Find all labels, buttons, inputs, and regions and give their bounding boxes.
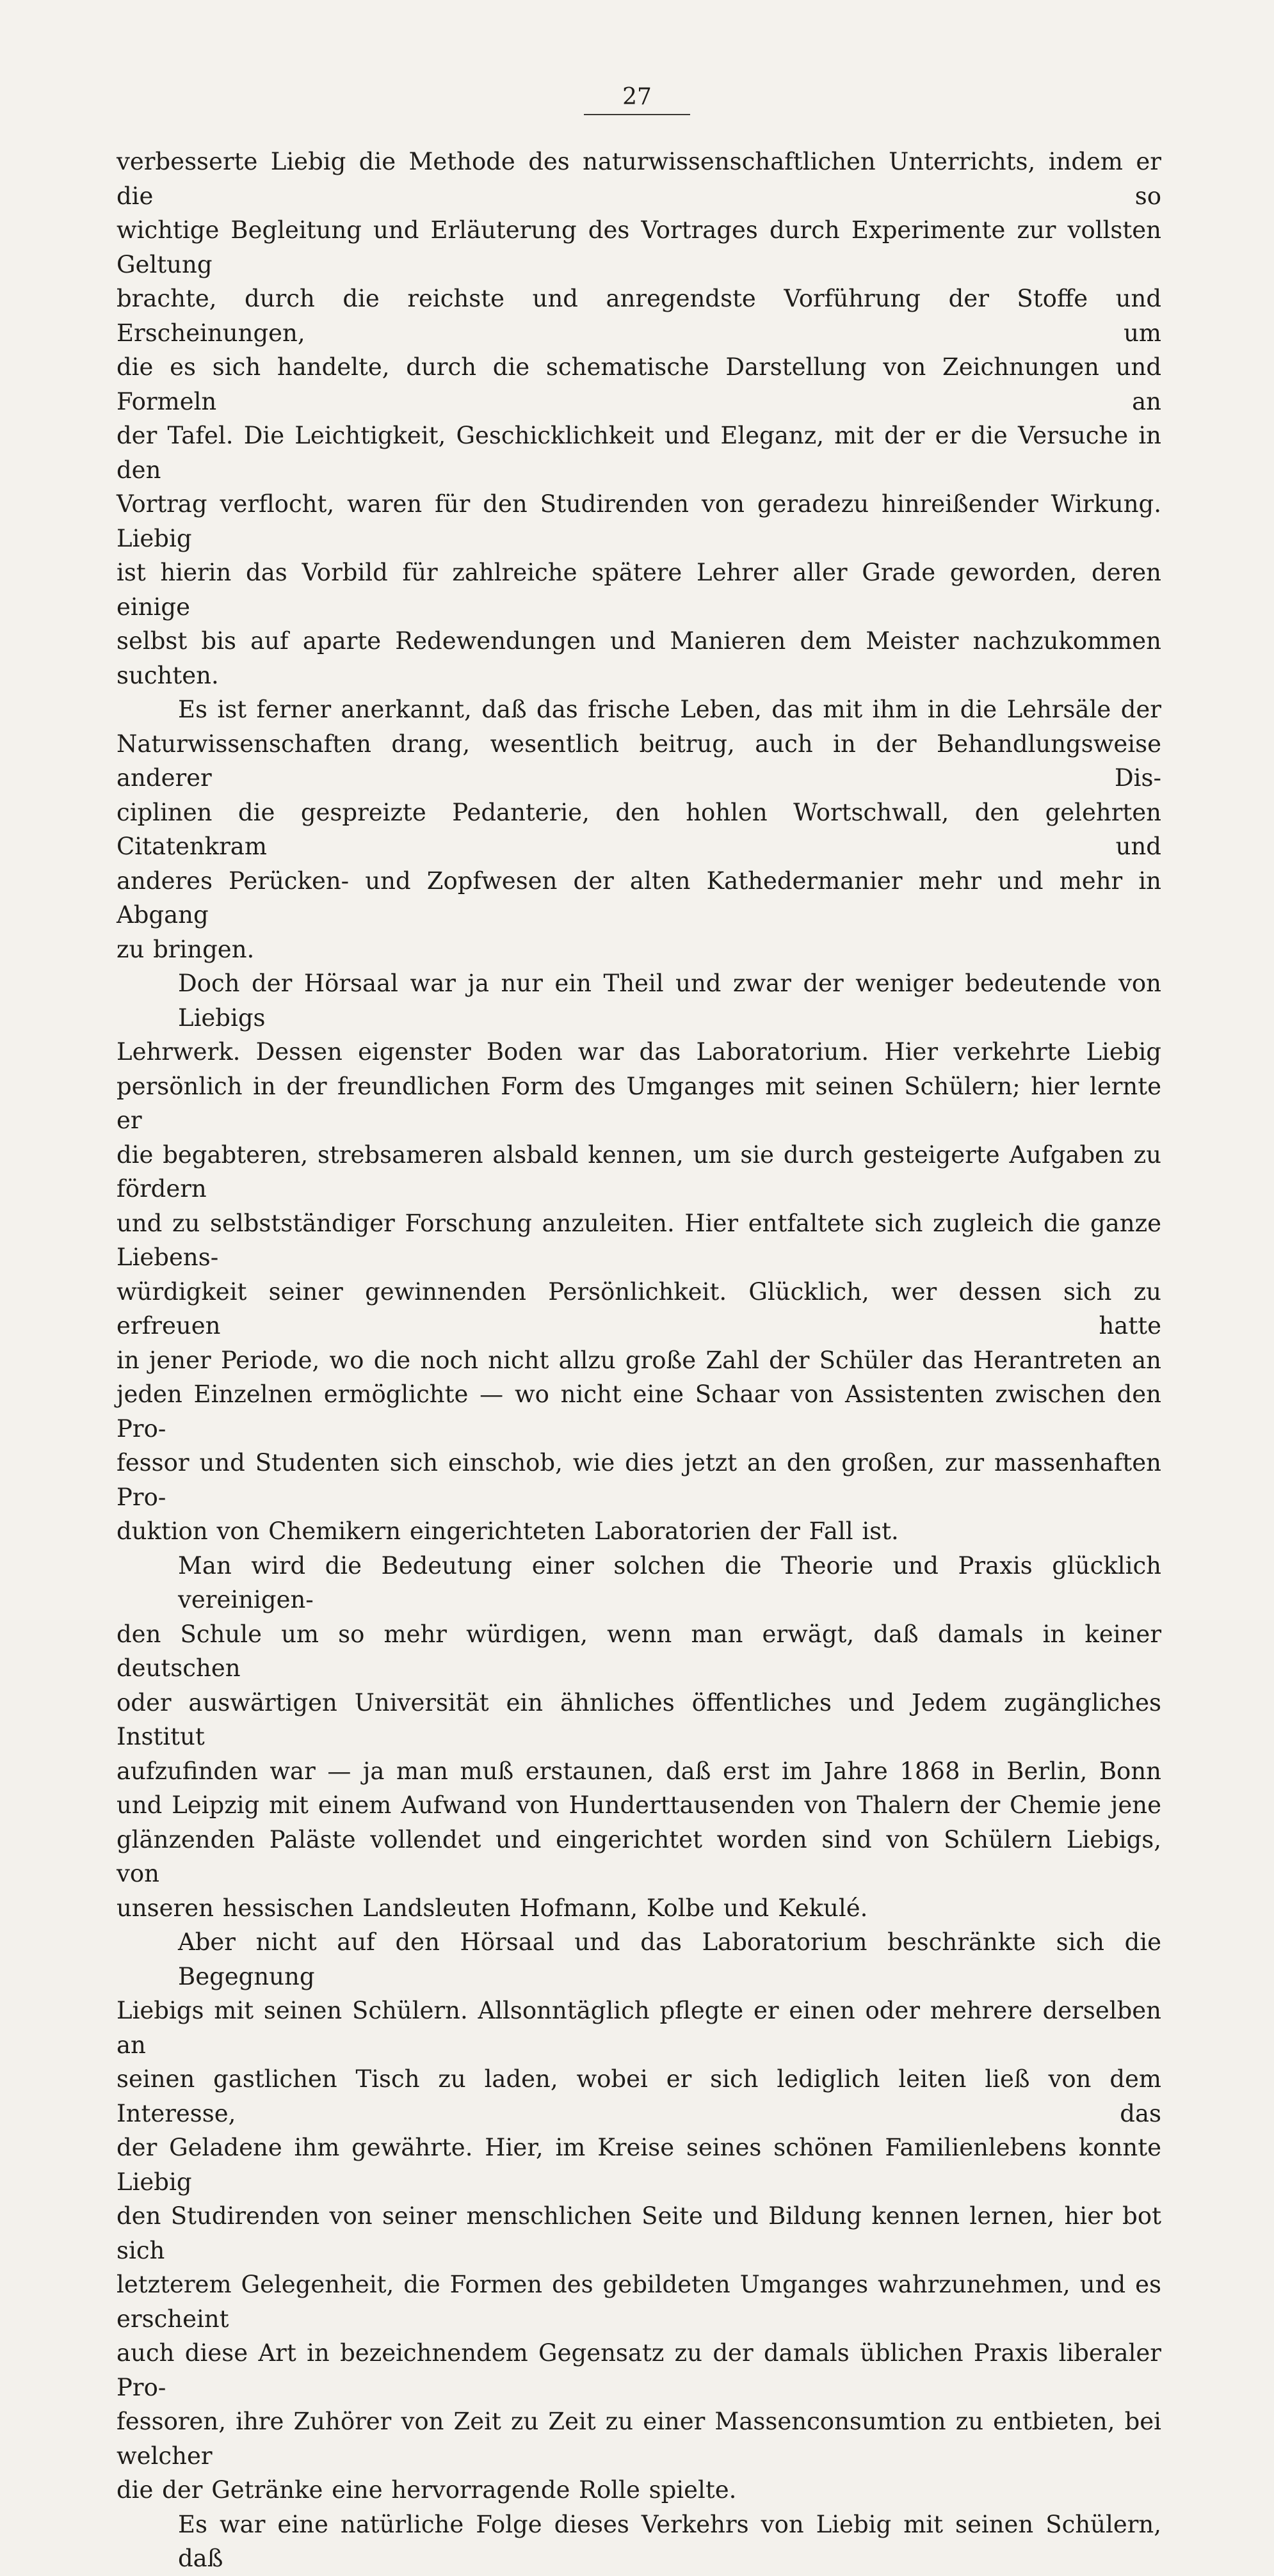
text-line: Es war eine natürliche Folge dieses Verkehrs von Liebig mit seinen Schülern, daß	[178, 2510, 1161, 2572]
text-line: Lehrwerk. Dessen eigenster Boden war das Laboratorium. Hier verkehrte Liebig	[117, 1038, 1161, 1066]
text-line: Vortrag verflocht, waren für den Studirenden von geradezu hinreißender Wirkung. Liebig	[117, 490, 1161, 552]
text-line: zu bringen.	[117, 935, 255, 963]
text-line: und Leipzig mit einem Aufwand von Hunderttausenden von Thalern der Chemie jene	[117, 1791, 1161, 1819]
text-line: unseren hessischen Landsleuten Hofmann, Kolbe und Kekulé.	[117, 1894, 868, 1922]
text-line: würdigkeit seiner gewinnenden Persönlichkeit. Glücklich, wer dessen sich zu erfreuen hatte	[117, 1277, 1161, 1340]
text-line: aufzufinden war — ja man muß erstaunen, daß erst im Jahre 1868 in Berlin, Bonn	[117, 1757, 1161, 1785]
page-header	[0, 84, 1274, 115]
text-line: den Schule um so mehr würdigen, wenn man erwägt, daß damals in keiner deutschen	[117, 1620, 1161, 1682]
text-line: selbst bis auf aparte Redewendungen und Manieren dem Meister nachzukommen suchten.	[117, 627, 1161, 689]
text-line: in jener Periode, wo die noch nicht allzu große Zahl der Schüler das Herantreten an	[117, 1346, 1161, 1374]
text-line: den Studirenden von seiner menschlichen Seite und Bildung kennen lernen, hier bot sich	[117, 2202, 1161, 2264]
text-line: auch diese Art in bezeichnendem Gegensatz zu der damals üblichen Praxis liberaler Pro-	[117, 2339, 1161, 2401]
text-line: Doch der Hörsaal war ja nur ein Theil und zwar der weniger bedeutende von Liebigs	[178, 970, 1161, 1032]
text-line: ciplinen die gespreizte Pedanterie, den hohlen Wortschwall, den gelehrten Citatenkram und	[117, 798, 1161, 860]
paragraph	[117, 692, 1161, 966]
text-line: Naturwissenschaften drang, wesentlich beitrug, auch in der Behandlungsweise anderer Dis-	[117, 730, 1161, 792]
paragraph	[117, 1549, 1161, 1926]
text-line: die begabteren, strebsameren alsbald kennen, um sie durch gesteigerte Aufgaben zu fördern	[117, 1140, 1161, 1203]
text-line: Liebigs mit seinen Schülern. Allsonntäglich pflegte er einen oder mehrere derselben an	[117, 1997, 1161, 2059]
body-text	[117, 145, 1161, 2576]
text-line: jeden Einzelnen ermöglichte — wo nicht eine Schaar von Assistenten zwischen den Pro-	[117, 1380, 1161, 1443]
text-line: glänzenden Paläste vollendet und eingerichtet worden sind von Schülern Liebigs, von	[117, 1825, 1161, 1887]
text-line: duktion von Chemikern eingerichteten Laboratorien der Fall ist.	[117, 1517, 899, 1545]
text-line: Es ist ferner anerkannt, daß das frische Leben, das mit ihm in die Lehrsäle der	[178, 696, 1161, 723]
paragraph	[117, 2508, 1161, 2576]
text-line: Man wird die Bedeutung einer solchen die Theorie und Praxis glücklich vereinigen-	[178, 1551, 1161, 1613]
page-number: 27	[584, 84, 690, 115]
text-line: die es sich handelte, durch die schematische Darstellung von Zeichnungen und Formeln an	[117, 353, 1161, 415]
text-line: brachte, durch die reichste und anregendste Vorführung der Stoffe und Erscheinungen, um	[117, 285, 1161, 347]
text-line: ist hierin das Vorbild für zahlreiche spätere Lehrer aller Grade geworden, deren einige	[117, 559, 1161, 621]
text-line: fessor und Studenten sich einschob, wie dies jetzt an den großen, zur massenhaften Pro-	[117, 1449, 1161, 1511]
text-line: fessoren, ihre Zuhörer von Zeit zu Zeit zu einer Massenconsumtion zu entbieten, bei welcher	[117, 2408, 1161, 2470]
text-line: wichtige Begleitung und Erläuterung des Vortrages durch Experimente zur vollsten Geltung	[117, 216, 1161, 278]
text-line: anderes Perücken- und Zopfwesen der alten Kathedermanier mehr und mehr in Abgang	[117, 867, 1161, 929]
text-line: der Geladene ihm gewährte. Hier, im Kreise seines schönen Familienlebens konnte Liebig	[117, 2134, 1161, 2196]
text-line: verbesserte Liebig die Methode des naturwissenschaftlichen Unterrichts, indem er die so	[117, 148, 1161, 210]
text-line: Aber nicht auf den Hörsaal und das Laboratorium beschränkte sich die Begegnung	[178, 1928, 1161, 1990]
paragraph	[117, 1925, 1161, 2508]
text-line: seinen gastlichen Tisch zu laden, wobei er sich lediglich leiten ließ von dem Interesse, das	[117, 2065, 1161, 2127]
text-line: der Tafel. Die Leichtigkeit, Geschicklichkeit und Eleganz, mit der er die Versuche in den	[117, 422, 1161, 484]
text-line: letzterem Gelegenheit, die Formen des gebildeten Umganges wahrzunehmen, und es erscheint	[117, 2271, 1161, 2333]
paragraph	[117, 145, 1161, 692]
text-line: oder auswärtigen Universität ein ähnliches öffentliches und Jedem zugängliches Institut	[117, 1688, 1161, 1750]
paragraph	[117, 966, 1161, 1549]
text-line: und zu selbstständiger Forschung anzuleiten. Hier entfaltete sich zugleich die ganze Liebens-	[117, 1209, 1161, 1271]
text-line: die der Getränke eine hervorragende Rolle spielte.	[117, 2476, 737, 2504]
text-line: persönlich in der freundlichen Form des Umganges mit seinen Schülern; hier lernte er	[117, 1072, 1161, 1134]
